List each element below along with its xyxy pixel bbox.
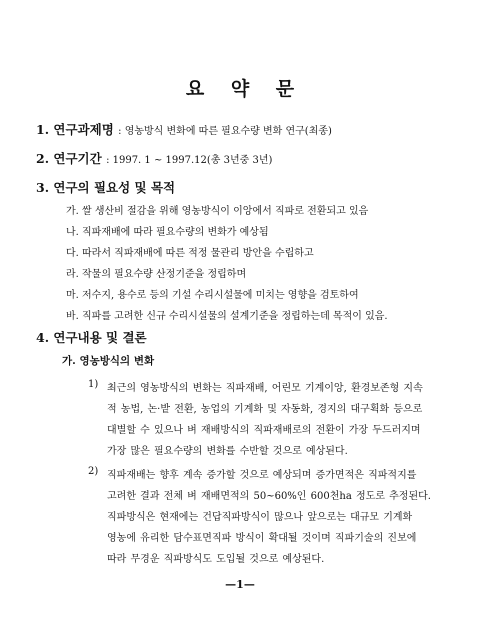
purpose-item: 다. 따라서 직파재배에 따른 적정 물관리 방안을 수립하고 <box>66 248 314 259</box>
section-project-name <box>36 120 332 138</box>
paragraph-line: 가장 많은 필요수량의 변화를 수반할 것으로 예상된다. <box>107 446 348 457</box>
purpose-item: 라. 작물의 필요수량 산정기준을 정립하며 <box>66 269 247 280</box>
research-period-value: : 1997. 1 ~ 1997.12(총 3년중 3년) <box>106 155 273 166</box>
paragraph-line: 최근의 영농방식의 변화는 직파재배, 어린모 기계이앙, 환경보존형 지속 <box>107 383 423 394</box>
purpose-item: 나. 직파재배에 따라 필요수량의 변화가 예상됨 <box>66 227 269 238</box>
paragraph-line: 영농에 유리한 담수표면직파 방식이 확대될 것이며 직파기술의 진보에 <box>107 533 417 544</box>
purpose-item: 마. 저수지, 용수로 등의 기설 수리시설물에 미치는 영향을 검토하여 <box>66 290 359 301</box>
section-research-period <box>36 149 272 167</box>
section-label: 1. 연구과제명 <box>36 122 114 137</box>
paragraph-number: 1) <box>88 379 99 390</box>
paragraph-line: 대별할 수 있으나 벼 재배방식의 직파재배로의 전환이 가장 두드러지며 <box>107 425 421 436</box>
purpose-item: 바. 직파를 고려한 신규 수리시설물의 설계기준을 정립하는데 목적이 있음. <box>66 311 388 322</box>
purpose-item: 가. 쌀 생산비 절감을 위해 영농방식이 이앙에서 직파로 전환되고 있음 <box>66 206 369 217</box>
page-number: —1— <box>225 578 255 591</box>
paragraph-line: 직파방식은 현재에는 건답직파방식이 많으나 앞으로는 대규모 기계화 <box>107 512 413 523</box>
section-content-conclusion: 4. 연구내용 및 결론 <box>36 330 147 345</box>
paragraph-line: 적 농법, 논·밭 전환, 농업의 기계화 및 자동화, 경지의 대구획화 등으로 <box>107 404 423 415</box>
subsection-farming-change: 가. 영농방식의 변화 <box>62 355 155 367</box>
paragraph-number: 2) <box>88 466 99 477</box>
section-label: 2. 연구기간 <box>36 151 102 166</box>
page-title: 요 약 문 <box>185 78 305 100</box>
section-necessity-purpose: 3. 연구의 필요성 및 목적 <box>36 180 176 195</box>
paragraph-line: 직파재배는 향후 계속 증가할 것으로 예상되며 증가면적은 직파적지를 <box>107 470 417 481</box>
paragraph-line: 고려한 결과 전체 벼 재배면적의 50~60%인 600천ha 정도로 추정된다. <box>107 491 431 502</box>
project-name-value: : 영농방식 변화에 따른 필요수량 변화 연구(최종) <box>118 126 332 137</box>
paragraph-line: 따라 무경운 직파방식도 도입될 것으로 예상된다. <box>107 554 325 565</box>
